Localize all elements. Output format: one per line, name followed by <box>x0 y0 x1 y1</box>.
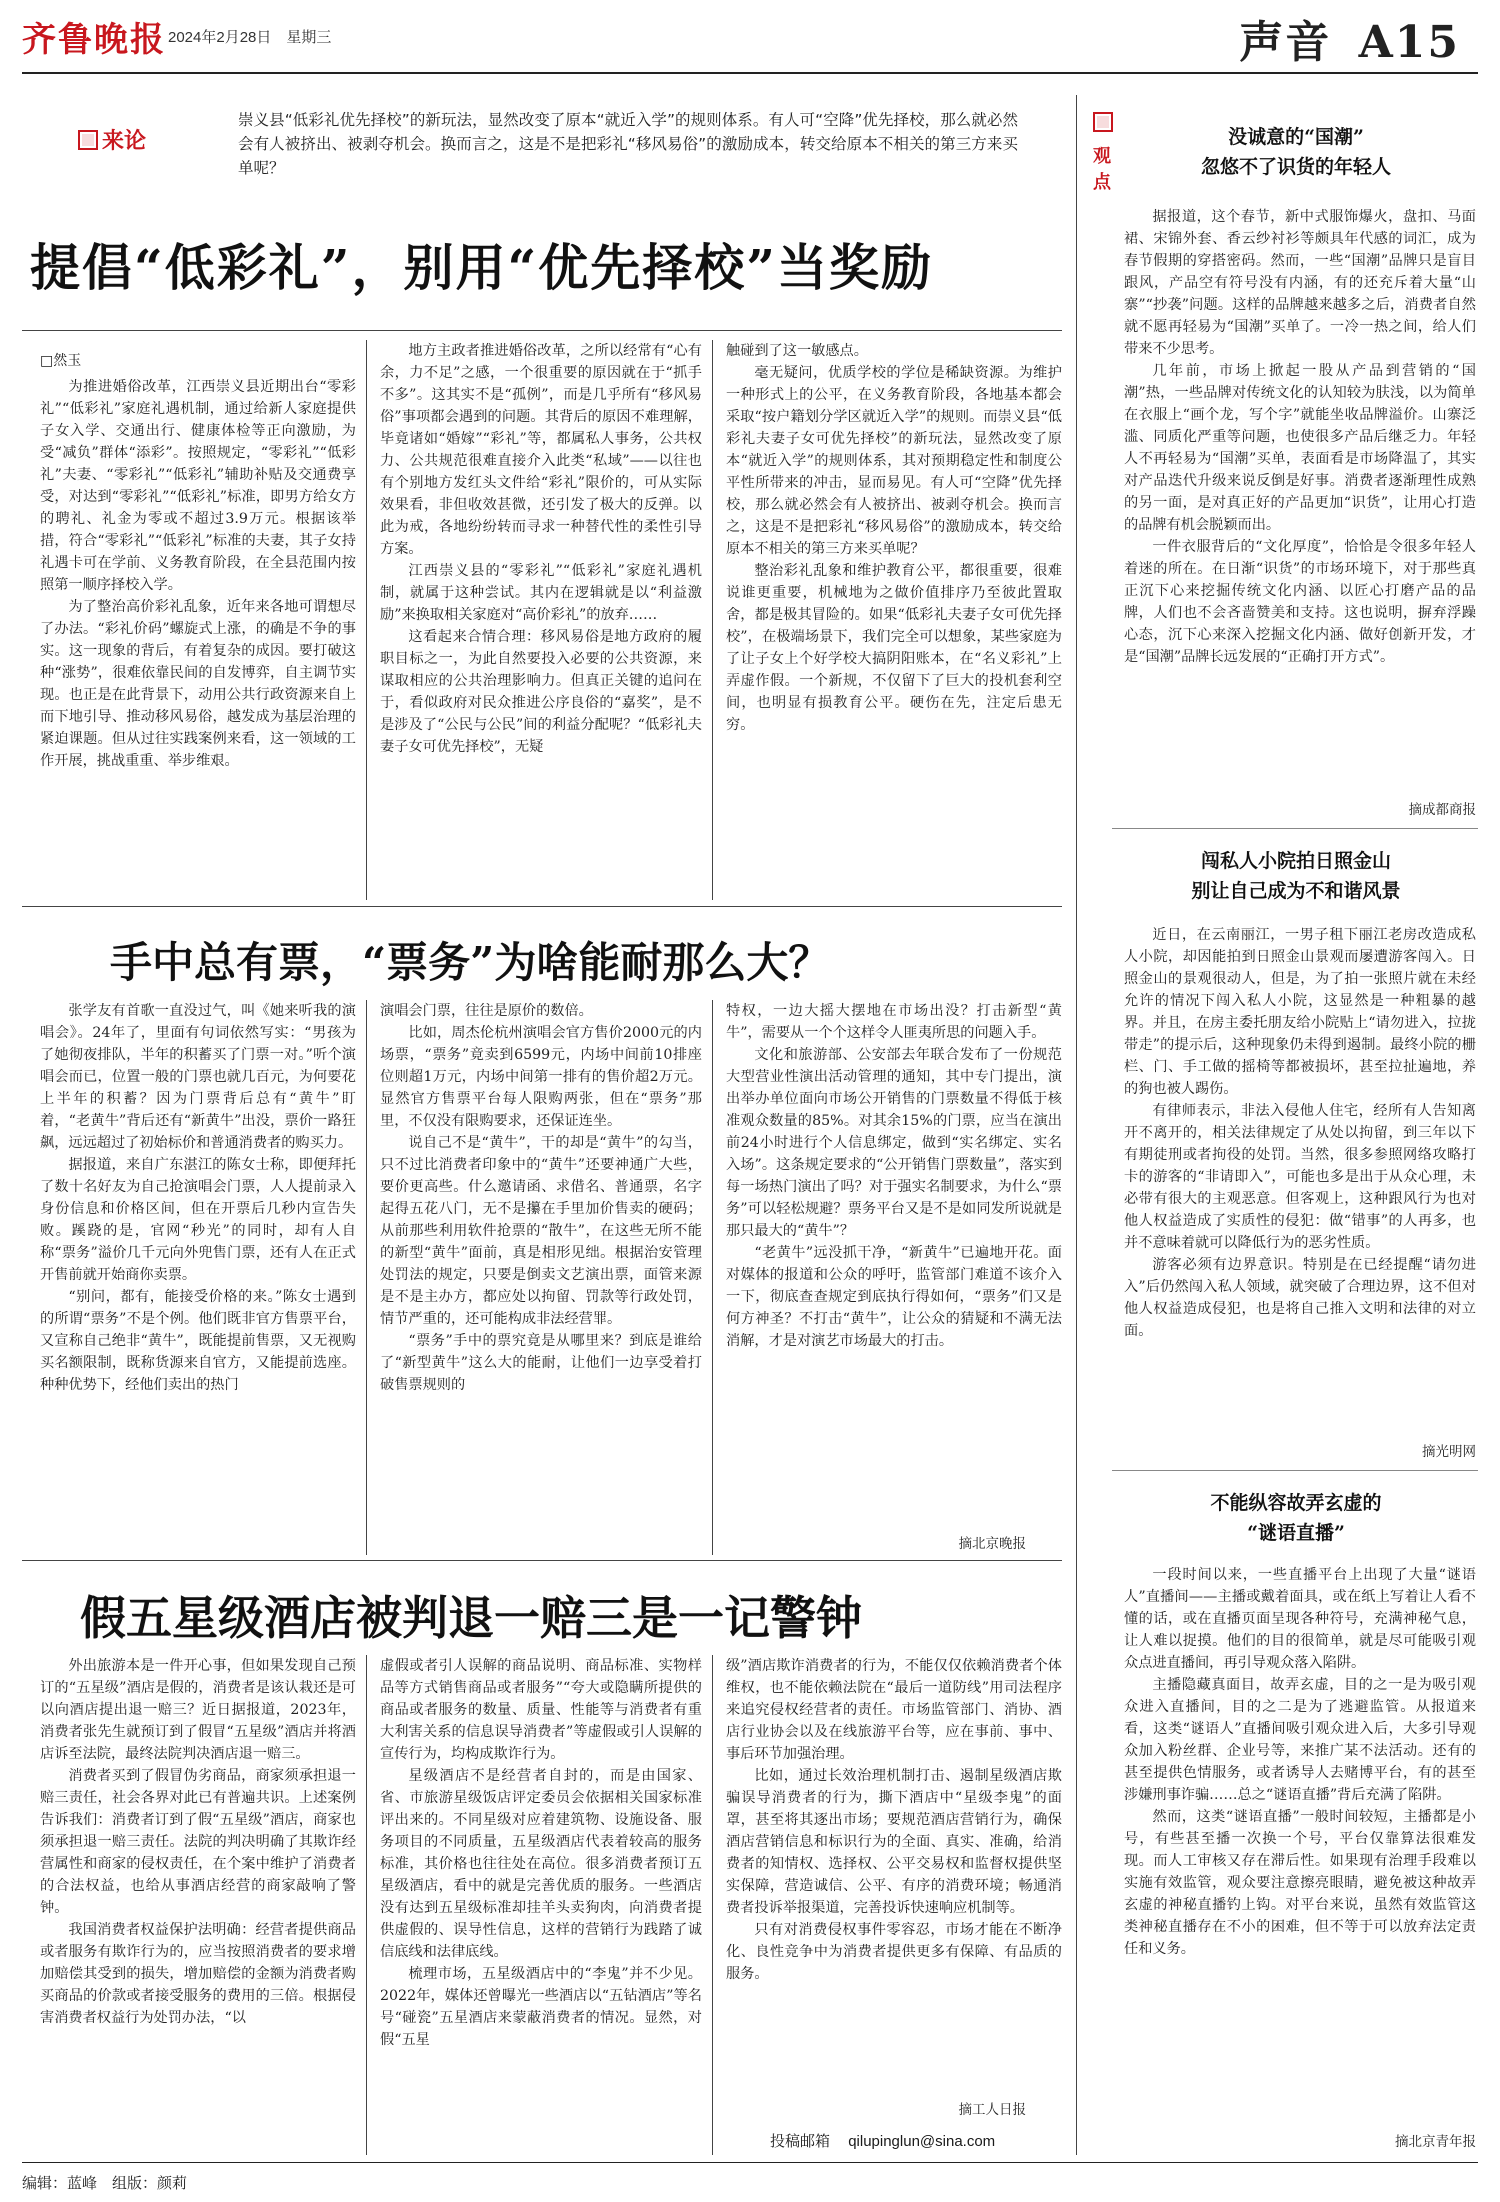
sidebar-piece2-source: 摘光明网 <box>1422 1444 1476 1460</box>
article3-col2 <box>380 1655 702 2155</box>
tag-laiping-label: 来论 <box>102 129 147 154</box>
paragraph: 为推进婚俗改革，江西崇义县近期出台“零彩礼”“低彩礼”家庭礼遇机制，通过给新人家庭提供子女入学、交通出行、健康体检等正向激励，为受“减负”群体“添彩”。按照规定，“零彩礼”“低彩礼”夫妻、“零彩礼”“低彩礼”辅助补贴及交通费享受，对达到“零彩礼”“低彩礼”标准，即男方给女方的聘礼、礼金为零或不超过3.9万元。根据该举措，符合“零彩礼”“低彩礼”标准的夫妻，其子女持礼遇卡可在学前、义务教育阶段，在全县范围内按照第一顺序择校入学。 <box>40 379 356 593</box>
paragraph: 有律师表示，非法入侵他人住宅，经所有人告知离开不离开的，相关法律规定了从处以拘留，到三年以下有期徒刑或者拘役的处罚。当然，很多参照网络攻略打卡的游客的“非请即入”，可能也多是出于从众心理，未必带有很大的主观恶意。但客观上，这种跟风行为也对他人权益造成了实质性的侵犯：做“错事”的人再多，也并不意味着就可以降低行为的恶劣性质。 <box>1124 1103 1476 1251</box>
masthead-rule <box>22 72 1478 74</box>
paragraph: 一段时间以来，一些直播平台上出现了大量“谜语人”直播间——主播或戴着面具，或在纸上写着让人看不懂的话，或在直播页面呈现各种符号，充满神秘气息，让人难以捉摸。他们的目的很简单，就是尽可能吸引观众点进直播间，再引导观众落入陷阱。 <box>1124 1567 1476 1671</box>
article2-col2 <box>380 1000 702 1552</box>
article2-col1 <box>40 1000 356 1552</box>
article2-title: 手中总有票，“票务”为啥能耐那么大？ <box>110 938 831 987</box>
submission-email <box>770 2130 995 2151</box>
sidebar-divider <box>1076 95 1077 2155</box>
paragraph: 为了整治高价彩礼乱象，近年来各地可谓想尽了办法。“彩礼价码”螺旋式上涨，的确是不争的事实。这一现象的背后，有着复杂的成因。要打破这种“涨势”，很难依靠民间的自发博弈，自主调节实现。也正是在此背景下，动用公共行政资源来自上而下地引导、推动移风易俗，越发成为基层治理的紧迫课题。但从过往实践案例来看，这一领域的工作开展，挑战重重、举步维艰。 <box>40 599 356 769</box>
sidebar-piece1-body <box>1124 206 1476 786</box>
section-name: 声音 <box>1239 17 1332 68</box>
article1-col1 <box>40 376 356 896</box>
article3-source: 摘工人日报 <box>958 2102 1026 2118</box>
paragraph: 星级酒店不是经营者自封的，而是由国家、省、市旅游星级饭店评定委员会依据相关国家标准评出来的。不同星级对应着建筑物、设施设备、服务项目的不同质量，五星级酒店代表着较高的服务标准，其价格也往往处在高位。很多消费者预订五星级酒店，看中的就是完善优质的服务。一些酒店没有达到五星级标准却挂羊头卖狗肉，向消费者提供虚假的、误导性信息，这样的营销行为践踏了诚信底线和法律底线。 <box>380 1768 702 1960</box>
issue-date: 2024年2月28日 星期三 <box>168 29 332 46</box>
article3-col3 <box>726 1655 1062 2095</box>
article1-title: 提倡“低彩礼”，别用“优先择校”当奖励 <box>30 238 934 297</box>
email-address[interactable]: qilupinglun@sina.com <box>848 2133 996 2150</box>
paragraph: 张学友有首歌一直没过气，叫《她来听我的演唱会》。24年了，里面有句词依然写实：“男孩为了她彻夜排队，半年的积蓄买了门票一对。”听个演唱会而已，位置一般的门票也就几百元，为何要花上半年的积蓄？因为门票背后总有“黄牛”盯着，“老黄牛”背后还有“新黄牛”出没，票价一路狂飙，远远超过了初始标价和普通消费者的购买力。 <box>40 1003 356 1151</box>
sidebar-piece3-source: 摘北京青年报 <box>1395 2134 1476 2150</box>
article1-col3 <box>726 340 1062 896</box>
paragraph: 虚假或者引人误解的商品说明、商品标准、实物样品等方式销售商品或者服务”“夸大或隐瞒所提供的商品或者服务的数量、质量、性能等与消费者有重大利害关系的信息误导消费者”等虚假或引人误解的宣传行为，均构成欺诈行为。 <box>380 1658 702 1762</box>
paragraph: 梳理市场，五星级酒店中的“李鬼”并不少见。2022年，媒体还曾曝光一些酒店以“五钻酒店”等名号“碰瓷”五星酒店来蒙蔽消费者的情况。显然，对假“五星 <box>380 1966 702 2048</box>
article2-rule-top <box>22 906 1062 907</box>
sidebar-piece2-title <box>1126 846 1466 906</box>
paragraph: 外出旅游本是一件开心事，但如果发现自己预订的“五星级”酒店是假的，消费者是该认栽还是可以向酒店提出退一赔三？近日据报道，2023年，消费者张先生就预订到了假冒“五星级”酒店并将酒店诉至法院，最终法院判决酒店退一赔三。 <box>40 1658 356 1762</box>
page-number: A15 <box>1358 17 1460 68</box>
paragraph: 说自己不是“黄牛”，干的却是“黄牛”的勾当，只不过比消费者印象中的“黄牛”还要神通广大些，要价更高些。什么邀请函、求借名、普通票，名字起得五花八门，无不是攥在手里加价售卖的硬码；从前那些利用软件抢票的“散牛”，在这些无所不能的新型“黄牛”面前，真是相形见绌。根据治安管理处罚法的规定，只要是倒卖文艺演出票，面管来源是不是主办方，都应处以拘留、罚款等行政处罚，情节严重的，还可能构成非法经营罪。 <box>380 1135 702 1327</box>
paragraph: 毫无疑问，优质学校的学位是稀缺资源。为维护一种形式上的公平，在义务教育阶段，各地基本都会采取“按户籍划分学区就近入学”的规则。而崇义县“低彩礼夫妻子女可优先择校”的新玩法，显然改变了原本“就近入学”的规则体系，其对预期稳定性和制度公平性所带来的冲击，显而易见。有人可“空降”优先择校，那么就必然会有人被挤出、被剥夺机会。换而言之，这是不是把彩礼“移风易俗”的激励成本，转交给原本不相关的第三方来买单呢？ <box>726 365 1062 557</box>
column-divider <box>712 1000 713 1555</box>
paragraph: 江西崇义县的“零彩礼”“低彩礼”家庭礼遇机制，就属于这种尝试。其内在逻辑就是以“利益激励”来换取相关家庭对“高价彩礼”的放弃…… <box>380 563 702 623</box>
paragraph: 只有对消费侵权事件零容忍，市场才能在不断净化、良性竞争中为消费者提供更多有保障、有品质的服务。 <box>726 1922 1062 1982</box>
paragraph: 一件衣服背后的“文化厚度”，恰恰是令很多年轻人着迷的所在。在日渐“识货”的市场环境下，对于那些真正沉下心来挖掘传统文化内涵、以匠心打磨产品的品牌，人们也不会吝啬赞美和支持。这也说明，摒弃浮躁心态，沉下心来深入挖掘文化内涵、做好创新开发，才是“国潮”品牌长远发展的“正确打开方式”。 <box>1124 539 1476 665</box>
title-line: “谜语直播” <box>1247 1522 1345 1544</box>
paragraph: 几年前，市场上掀起一股从产品到营销的“国潮”热，一些品牌对传统文化的认知较为肤浅，以为简单在衣服上“画个龙，写个字”就能坐收品牌溢价。山寨泛滥、同质化严重等问题，也使很多产品后继乏力。年轻人不再轻易为“国潮”买单，表面看是市场降温了，其实对产品迭代升级来说反倒是好事。消费者逐渐理性成熟的另一面，是对真正好的产品更加“识货”，让用心打造的品牌有机会脱颖而出。 <box>1124 363 1476 533</box>
article1-byline: □然玉 <box>40 353 82 369</box>
tag-box-icon <box>78 130 98 150</box>
paragraph: 文化和旅游部、公安部去年联合发布了一份规范大型营业性演出活动管理的通知，其中专门提出，演出举办单位面向市场公开销售的门票数量不得低于核准观众数量的85%。对其余15%的门票，应当在演出前24小时进行个人信息绑定，做到“实名绑定、实名入场”。这条规定要求的“公开销售门票数量”，落实到每一场热门演出了吗？对于强实名制要求，为什么“票务”可以轻松规避？票务平台又是不是如同发所说就是那只最大的“黄牛”？ <box>726 1047 1062 1239</box>
title-line: 闯私人小院拍日照金山 <box>1200 850 1391 872</box>
title-line: 别让自己成为不和谐风景 <box>1191 880 1401 902</box>
paragraph: 据报道，来自广东湛江的陈女士称，即便拜托了数十名好友为自己抢演唱会门票，人人提前录入身份信息和价格区间，但在开票后几秒内宣告失败。蹊跷的是，官网“秒光”的同时，却有人自称“票务”溢价几千元向外兜售门票，还有人在正式开售前就开始商你卖票。 <box>40 1157 356 1283</box>
sidebar-piece2-body <box>1124 924 1476 1434</box>
paragraph: 比如，周杰伦杭州演唱会官方售价2000元的内场票，“票务”竟卖到6599元，内场中间前10排座位则超1万元，内场中间第一排有的售价超2万元。显然官方售票平台每人限购两张，但在“票务”那里，不仅没有限购要求，还保证连坐。 <box>380 1025 702 1129</box>
article3-rule-top <box>22 1560 1062 1561</box>
paragraph: 主播隐藏真面目，故弄玄虚，目的之一是为吸引观众进入直播间，目的之二是为了逃避监管。从报道来看，这类“谜语人”直播间吸引观众进入后，大多引导观众加入粉丝群、企业号等，来推广某不法活动。还有的甚至提供色情服务，或者诱导人去赌博平台，有的甚至涉嫌刑事诈骗……总之“谜语直播”背后充满了陷阱。 <box>1124 1677 1476 1803</box>
paragraph: 特权，一边大摇大摆地在市场出没？打击新型“黄牛”，需要从一个个这样令人匪夷所思的问题入手。 <box>726 1003 1062 1041</box>
paragraph: “票务”手中的票究竟是从哪里来？到底是谁给了“新型黄牛”这么大的能耐，让他们一边享受着打破售票规则的 <box>380 1333 702 1393</box>
sidebar-rule <box>1112 828 1478 829</box>
article2-source: 摘北京晚报 <box>958 1536 1026 1552</box>
sidebar-piece3-title <box>1126 1488 1466 1548</box>
article2-col3 <box>726 1000 1062 1528</box>
paragraph: 然而，这类“谜语直播”一般时间较短，主播都是小号，有些甚至播一次换一个号，平台仅靠算法很难发现。而人工审核又存在滞后性。如果现有治理手段难以实施有效监管，观众要注意擦亮眼睛，避免被这种故弄玄虚的神秘直播钓上钩。对平台来说，虽然有效监管这类神秘直播存在不小的困难，但不等于可以放弃法定责任和义务。 <box>1124 1809 1476 1957</box>
column-divider <box>366 340 367 900</box>
column-divider <box>712 1655 713 2155</box>
column-divider <box>366 1655 367 2155</box>
email-label: 投稿邮箱 <box>770 2133 831 2150</box>
paragraph: 演唱会门票，往往是原价的数倍。 <box>380 1003 593 1019</box>
paragraph: 我国消费者权益保护法明确：经营者提供商品或者服务有欺诈行为的，应当按照消费者的要求增加赔偿其受到的损失，增加赔偿的金额为消费者购买商品的价款或者接受服务的费用的三倍。根据侵害消费者权益行为处罚办法，“以 <box>40 1922 356 2026</box>
paragraph: 地方主政者推进婚俗改革，之所以经常有“心有余，力不足”之感，一个很重要的原因就在于“抓手不多”。这其实不是“孤例”，而是几乎所有“移风易俗”事项都会遇到的问题。其背后的原因不难理解，毕竟诸如“婚嫁”“彩礼”等，都属私人事务，公共权力、公共规范很难直接介入此类“私域”——以往也有个别地方发红头文件给“彩礼”限价的，可从实际效果看，非但收效甚微，还引发了极大的反弹。以此为戒，各地纷纷转而寻求一种替代性的柔性引导方案。 <box>380 343 702 557</box>
paragraph: “别问，都有，能接受价格的来。”陈女士遇到的所谓“票务”不是个例。他们既非官方售票平台，又宣称自己绝非“黄牛”，既能提前售票，又无视购买名额限制，既称货源来自官方，又能提前选座。种种优势下，经他们卖出的热门 <box>40 1289 356 1393</box>
paragraph: 比如，通过长效治理机制打击、遏制星级酒店欺骗误导消费者的行为，撕下酒店中“星级李鬼”的面罩，甚至将其逐出市场；要规范酒店营销行为，确保酒店营销信息和标识行为的全面、真实、准确，给消费者的知情权、选择权、公平交易权和监督权提供坚实保障，营造诚信、公平、有序的消费环境；畅通消费者投诉举报渠道，完善投诉快速响应机制等。 <box>726 1768 1062 1916</box>
paragraph: 据报道，这个春节，新中式服饰爆火，盘扣、马面裙、宋锦外套、香云纱衬衫等颇具年代感的词汇，成为春节假期的穿搭密码。然而，一些“国潮”品牌只是盲目跟风，产品空有符号没有内涵，有的还充斥着大量“山寨”“抄袭”问题。这样的品牌越来越多之后，消费者自然就不愿再轻易为“国潮”买单了。一冷一热之间，给人们带来不少思考。 <box>1124 209 1476 357</box>
paragraph: 消费者买到了假冒伪劣商品，商家须承担退一赔三责任，社会各界对此已有普遍共识。上述案例告诉我们：消费者订到了假“五星级”酒店，商家也须承担退一赔三责任。法院的判决明确了其欺诈经营属性和商家的侵权责任，在个案中维护了消费者的合法权益，也给从事酒店经营的商家敲响了警钟。 <box>40 1768 356 1916</box>
paragraph: 这看起来合情合理：移风易俗是地方政府的履职目标之一，为此自然要投入必要的公共资源，来谋取相应的公共治理影响力。但真正关键的追问在于，看似政府对民众推进公序良俗的“嘉奖”，是不是涉及了“公民与公民”间的利益分配呢？“低彩礼夫妻子女可优先择校”，无疑 <box>380 629 702 755</box>
paragraph: 近日，在云南丽江，一男子租下丽江老房改造成私人小院，却因能拍到日照金山景观而屡遭游客闯入。日照金山的景观很动人，但是，为了拍一张照片就在未经允许的情况下闯入私人小院，这显然是一种粗暴的越界。并且，在房主委托朋友给小院贴上“请勿进入，拉拢带走”的提示后，这种现象仍未得到遏制。最终小院的栅栏、门、手工做的摇椅等都被损坏，甚至拉扯遍地，养的狗也被人踢伤。 <box>1124 927 1476 1097</box>
title-line: 忽悠不了识货的年轻人 <box>1200 156 1391 178</box>
paragraph: 触碰到了这一敏感点。 <box>726 343 868 359</box>
paragraph: “老黄牛”远没抓干净，“新黄牛”已遍地开花。面对媒体的报道和公众的呼吁，监管部门难道不该介入一下，彻底查查规定到底执行得如何，“票务”们又是何方神圣？不打击“黄牛”，让公众的猜疑和不满无法消解，才是对演艺市场最大的打击。 <box>726 1245 1062 1349</box>
article1-col2 <box>380 340 702 896</box>
sidebar-piece1-source: 摘成都商报 <box>1408 802 1476 818</box>
title-line: 没诚意的“国潮” <box>1228 126 1364 148</box>
tag-guandian <box>1092 112 1114 196</box>
editor-credit: 编辑：蓝峰 组版：颜莉 <box>22 2175 188 2192</box>
section-page-label <box>1239 6 1460 70</box>
tag-box-icon <box>1093 112 1113 132</box>
article3-col1 <box>40 1655 356 2155</box>
column-divider <box>366 1000 367 1555</box>
paragraph: 游客必须有边界意识。特别是在已经提醒“请勿进入”后仍然闯入私人领域，就突破了合理边界，这不但对他人权益造成侵犯，也是将自己推入文明和法律的对立面。 <box>1124 1257 1476 1339</box>
tag-guandian-label: 观点 <box>1093 146 1111 193</box>
column-divider <box>712 340 713 900</box>
sidebar-rule <box>1112 1470 1478 1471</box>
article1-rule <box>22 330 1062 331</box>
tag-laiping <box>78 124 146 155</box>
title-line: 不能纵容故弄玄虚的 <box>1210 1492 1382 1514</box>
sidebar-piece3-body <box>1124 1564 1476 2124</box>
newspaper-logo: 齐鲁晚报 <box>22 20 166 60</box>
paragraph: 整治彩礼乱象和维护教育公平，都很重要，很难说谁更重要，机械地为之做价值排序乃至彼此置取舍，都是极其冒险的。如果“低彩礼夫妻子女可优先择校”，在极端场景下，我们完全可以想象，某些家庭为了让子女上个好学校大搞阴阳账本，在“名义彩礼”上弄虚作假。一个新规，不仅留下了巨大的投机套利空间，也明显有损教育公平。硬伤在先，注定后患无穷。 <box>726 563 1062 733</box>
lead-summary: 崇义县“低彩礼优先择校”的新玩法，显然改变了原本“就近入学”的规则体系。有人可“空降”优先择校，那么就必然会有人被挤出、被剥夺机会。换而言之，这是不是把彩礼“移风易俗”的激励成本，转交给原本不相关的第三方来买单呢？ <box>238 111 1018 177</box>
sidebar-piece1-title <box>1126 122 1466 182</box>
article3-title: 假五星级酒店被判退一赔三是一记警钟 <box>80 1591 862 1645</box>
paragraph: 级”酒店欺诈消费者的行为，不能仅仅依赖消费者个体维权，也不能依赖法院在“最后一道防线”用司法程序来追究侵权经营者的责任。市场监管部门、消协、酒店行业协会以及在线旅游平台等，应在事前、事中、事后环节加强治理。 <box>726 1658 1062 1762</box>
footer-rule <box>22 2162 1478 2163</box>
